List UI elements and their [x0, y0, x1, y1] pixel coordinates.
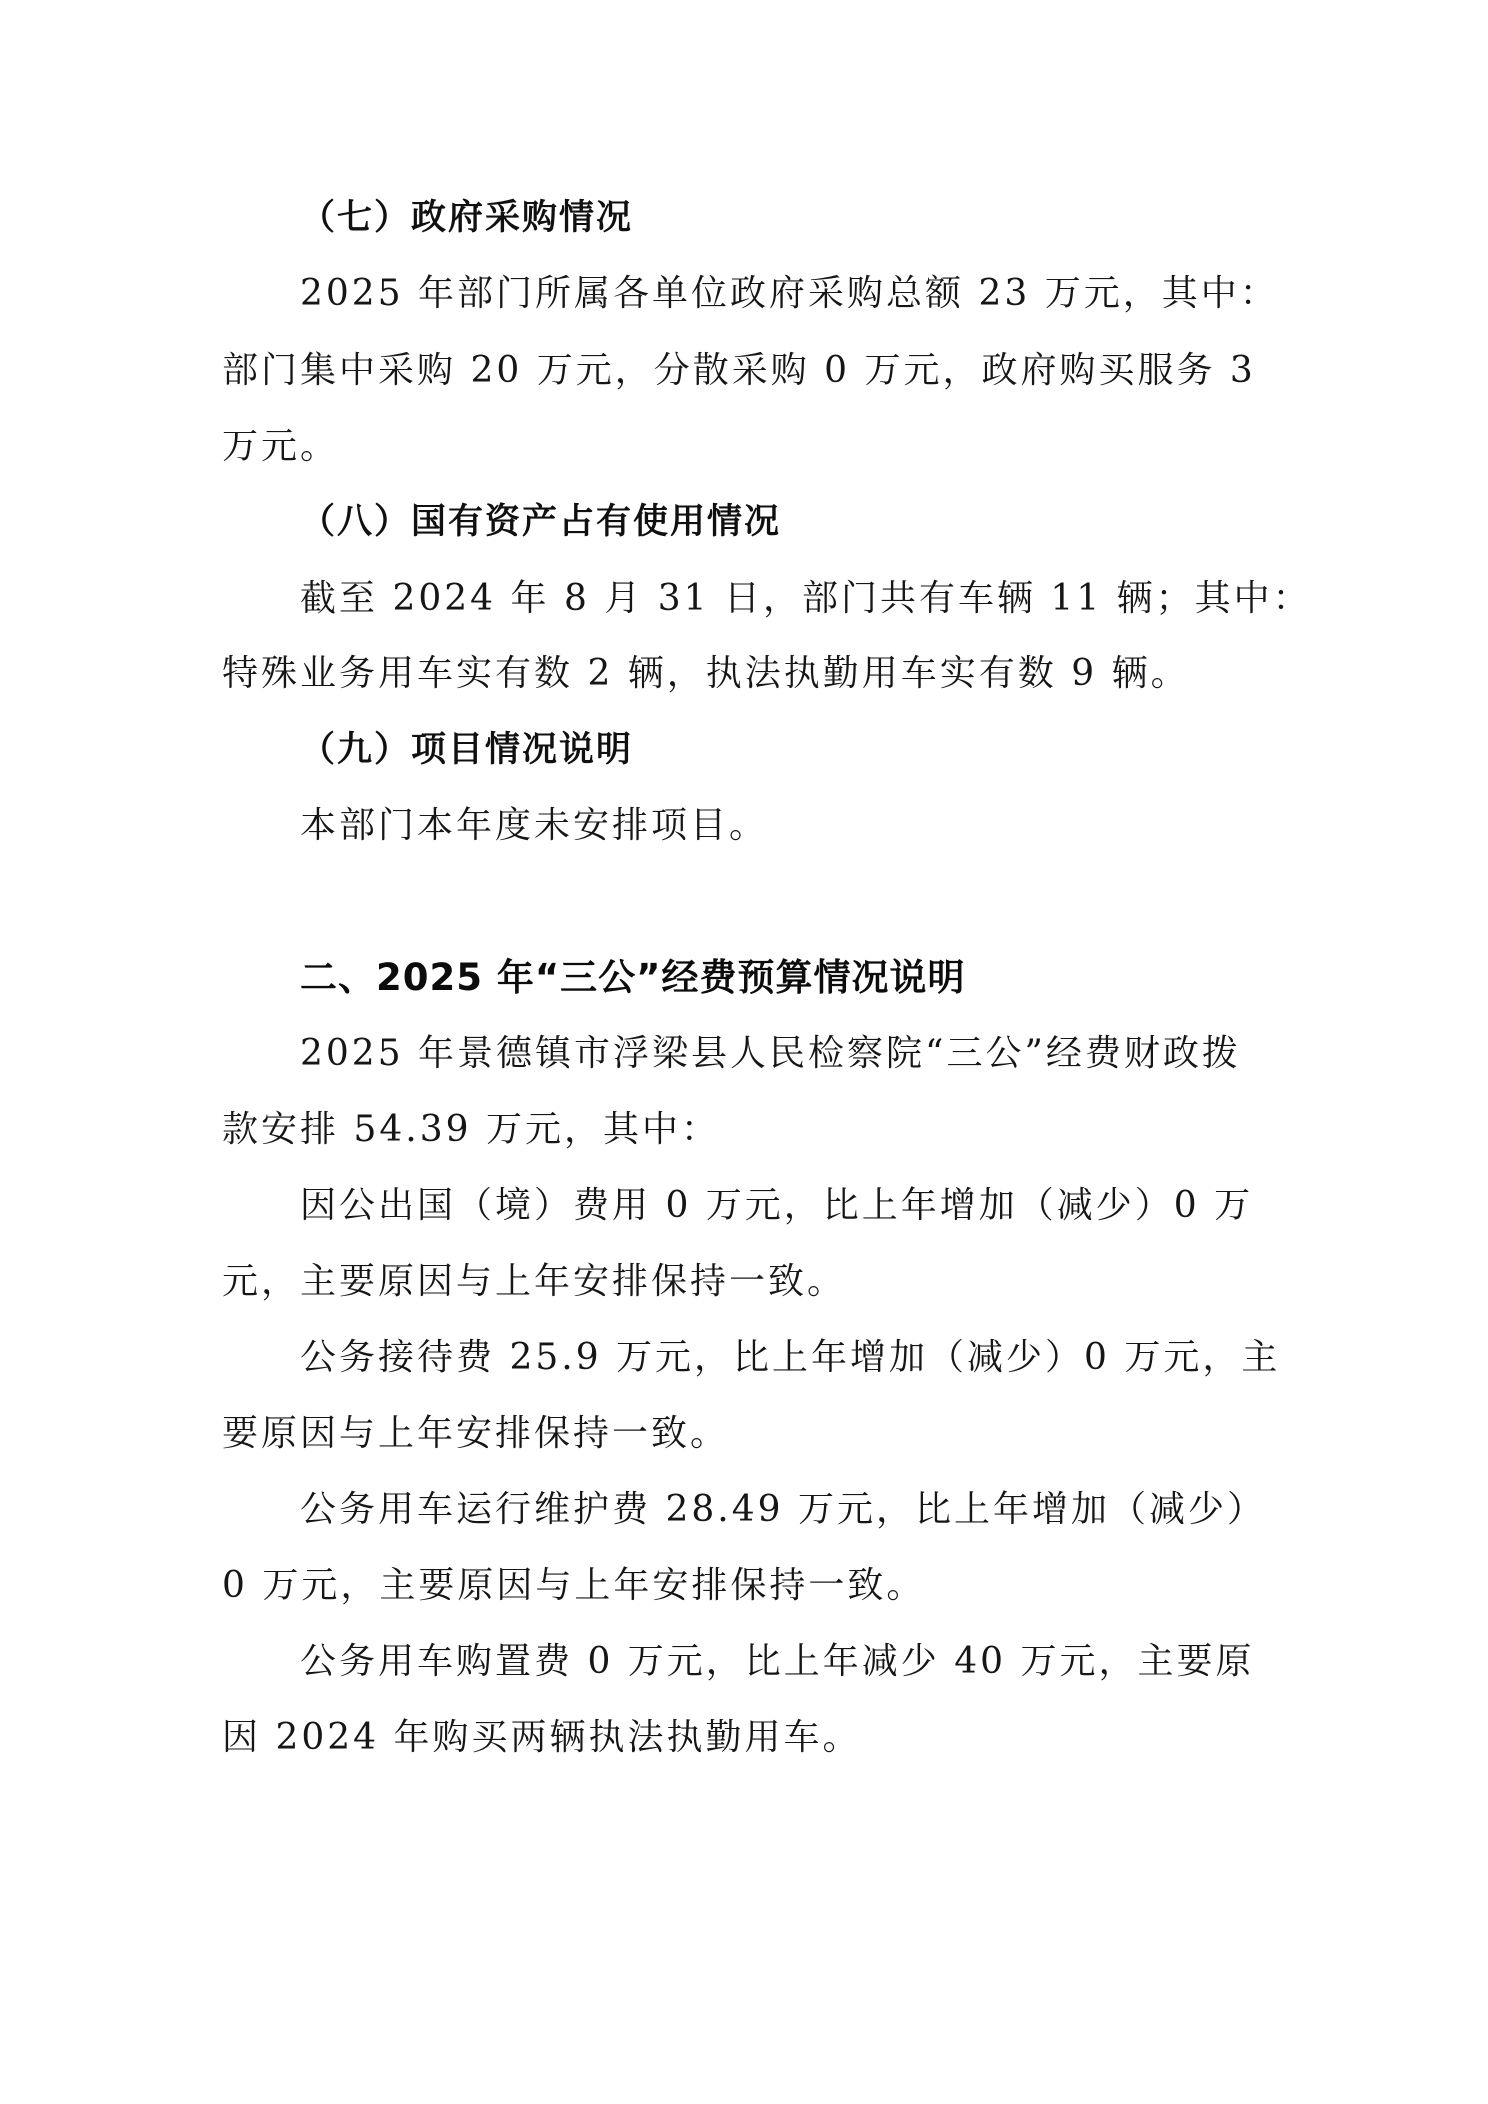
- part-2-intro-line-1: 2025 年景德镇市浮梁县人民检察院“三公”经费财政拨: [300, 1033, 1241, 1074]
- section-8-heading: （八）国有资产占有使用情况: [300, 502, 782, 542]
- section-8-paragraph-line-2: 特殊业务用车实有数 2 辆，执法执勤用车实有数 9 辆。: [222, 653, 1190, 694]
- part-2-intro-line-2: 款安排 54.39 万元，其中：: [222, 1109, 720, 1150]
- vehicle-operation-expense-line-1: 公务用车运行维护费 28.49 万元，比上年增加（减少）: [300, 1489, 1266, 1530]
- section-7-heading: （七）政府采购情况: [300, 198, 634, 238]
- vehicle-purchase-expense-line-1: 公务用车购置费 0 万元，比上年减少 40 万元，主要原: [300, 1641, 1255, 1682]
- section-9-paragraph-line-1: 本部门本年度未安排项目。: [300, 805, 769, 846]
- section-9-heading: （九）项目情况说明: [300, 730, 634, 770]
- abroad-expense-line-1: 因公出国（境）费用 0 万元，比上年增加（减少）0 万: [300, 1185, 1254, 1226]
- section-7-paragraph-line-3: 万元。: [222, 426, 340, 467]
- abroad-expense-line-2: 元，主要原因与上年安排保持一致。: [222, 1261, 847, 1302]
- section-8-paragraph-line-1: 截至 2024 年 8 月 31 日，部门共有车辆 11 辆；其中：: [300, 578, 1312, 619]
- vehicle-purchase-expense-line-2: 因 2024 年购买两辆执法执勤用车。: [222, 1717, 862, 1758]
- reception-expense-line-2: 要原因与上年安排保持一致。: [222, 1413, 730, 1454]
- section-7-paragraph-line-1: 2025 年部门所属各单位政府采购总额 23 万元，其中：: [300, 273, 1279, 314]
- section-7-paragraph-line-2: 部门集中采购 20 万元，分散采购 0 万元，政府购买服务 3: [222, 350, 1256, 391]
- reception-expense-line-1: 公务接待费 25.9 万元，比上年增加（减少）0 万元，主: [300, 1337, 1281, 1378]
- vehicle-operation-expense-line-2: 0 万元，主要原因与上年安排保持一致。: [222, 1565, 926, 1606]
- part-2-heading: 二、2025 年“三公”经费预算情况说明: [300, 956, 966, 999]
